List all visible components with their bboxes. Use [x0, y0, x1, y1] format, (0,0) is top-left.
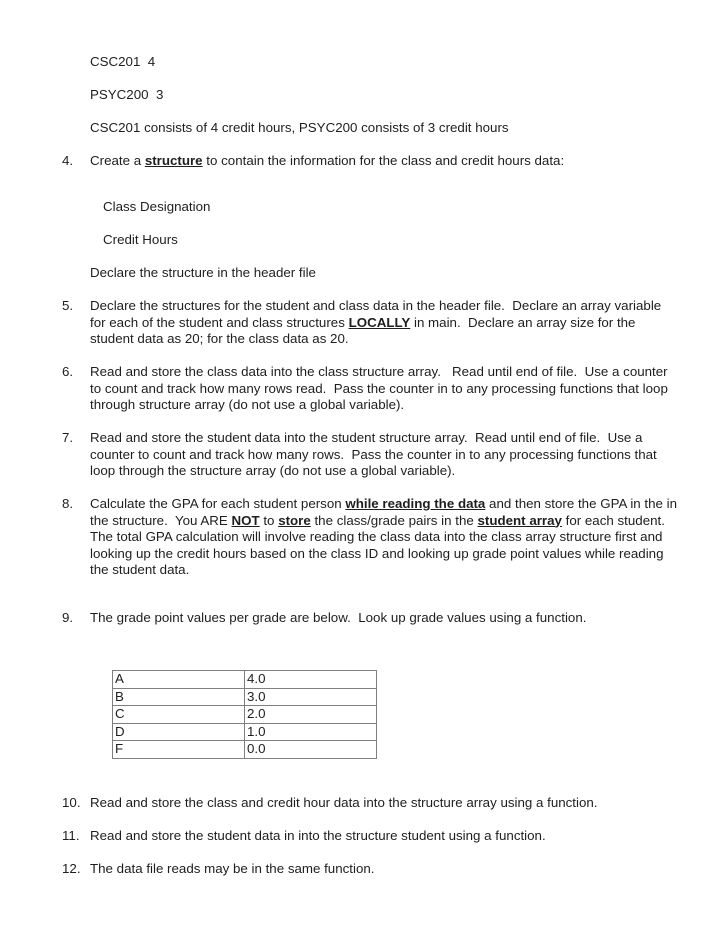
text-run: CSC201 4	[90, 54, 156, 69]
text-run: LOCALLY	[348, 314, 411, 330]
text-run: NOT	[231, 512, 260, 528]
list-item-number: 8.	[62, 496, 74, 511]
text-run: CSC201 consists of 4 credit hours, PSYC200 consists of 3 credit hours	[90, 120, 509, 135]
list-item	[62, 430, 690, 480]
list-item-number: 9.	[62, 610, 74, 625]
paragraph-text	[103, 199, 691, 216]
paragraph-text	[90, 87, 678, 104]
paragraph-text	[103, 232, 691, 249]
grade-letter-cell: F	[113, 741, 245, 759]
grade-value-cell: 0.0	[245, 741, 377, 759]
paragraph-text	[90, 364, 678, 414]
list-item-number: 6.	[62, 364, 74, 379]
list-item-number: 11.	[62, 827, 80, 843]
text-run: Create a	[90, 153, 145, 168]
grade-letter-cell: B	[113, 688, 245, 706]
list-item-number: 5.	[62, 298, 74, 313]
paragraph-text	[90, 828, 678, 845]
text-run: Read and store the class data into the class structure array. Read until end of file. Use a counter to count and track how many rows read. Pass the counter in to any processing functions that loop through structure array (do not use a global variable).	[90, 364, 672, 412]
text-run: the class/grade pairs in the	[310, 512, 478, 528]
grade-letter-cell: C	[113, 706, 245, 724]
grade-table-row	[113, 688, 377, 706]
list-item-number: 12.	[62, 860, 81, 876]
paragraph-text	[90, 496, 681, 579]
grade-table-row	[113, 741, 377, 759]
paragraph	[62, 120, 690, 137]
paragraph	[62, 199, 690, 216]
grade-letter-cell: D	[113, 723, 245, 741]
paragraph	[62, 87, 690, 104]
paragraph-text	[90, 153, 678, 170]
grade-value-cell: 2.0	[245, 706, 377, 724]
paragraph-text	[90, 54, 678, 71]
text-run: Read and store the class and credit hour data into the structure array using a function.	[90, 794, 598, 810]
paragraph	[62, 232, 690, 249]
text-run: structure	[144, 153, 203, 168]
paragraph-text	[90, 265, 678, 282]
grade-table-row	[113, 706, 377, 724]
text-run: Read and store the student data in into the structure student using a function.	[90, 827, 546, 843]
text-run: to	[259, 512, 279, 528]
grade-table-row	[113, 723, 377, 741]
text-run: PSYC200 3	[90, 87, 164, 102]
list-item	[62, 364, 690, 414]
paragraph-text	[90, 298, 678, 348]
list-item-number: 4.	[62, 153, 74, 168]
paragraph-text	[90, 861, 678, 878]
list-item	[62, 795, 690, 812]
text-run: Read and store the student data into the student structure array. Read until end of file. Use a counter to count and track how many rows. Pass the counter in to any processing functions that loop through the structure array (do not use a global variable).	[90, 430, 661, 478]
text-run: Declare the structure in the header file	[90, 265, 316, 280]
list-item	[62, 861, 690, 878]
list-item	[62, 610, 690, 627]
paragraph-text	[90, 795, 678, 812]
paragraph-text	[90, 610, 678, 627]
text-run: Credit Hours	[103, 232, 178, 247]
text-run: The data file reads may be in the same function.	[90, 860, 375, 876]
grade-value-cell: 3.0	[245, 688, 377, 706]
text-run: Declare the structures for the student and class data in the header file. Declare an array variable for each of the student and class structures	[90, 298, 665, 330]
paragraph-text	[90, 120, 678, 137]
text-run: store	[278, 512, 311, 528]
paragraph	[62, 265, 690, 282]
text-run: while reading the data	[345, 496, 486, 511]
text-run: The grade point values per grade are below. Look up grade values using a function.	[90, 610, 587, 625]
list-item	[62, 298, 690, 348]
grade-value-cell: 4.0	[245, 671, 377, 689]
grade-table-row	[113, 671, 377, 689]
grade-letter-cell: A	[113, 671, 245, 689]
grade-value-cell: 1.0	[245, 723, 377, 741]
grade-points-table	[112, 670, 377, 759]
text-run: Class Designation	[103, 199, 211, 214]
paragraph-text	[90, 430, 678, 480]
list-item-number: 10.	[62, 794, 81, 810]
paragraph	[62, 54, 690, 71]
text-run: student array	[477, 512, 562, 528]
text-run: for each student. The total GPA calculation will involve reading the class data into the class array structure first and looking up the credit hours based on the class ID and looking up grade point values while reading the student data.	[90, 512, 673, 577]
list-item	[62, 153, 690, 170]
list-item-number: 7.	[62, 430, 74, 445]
text-run: to contain the information for the class and credit hours data:	[202, 153, 565, 168]
text-run: and then store the GPA in the in the structure. You ARE	[90, 496, 681, 528]
list-item	[62, 496, 690, 579]
list-item	[62, 828, 690, 845]
text-run: in main. Declare an array size for the student data as 20; for the class data as 20.	[90, 314, 640, 346]
text-run: Calculate the GPA for each student person	[90, 496, 346, 511]
